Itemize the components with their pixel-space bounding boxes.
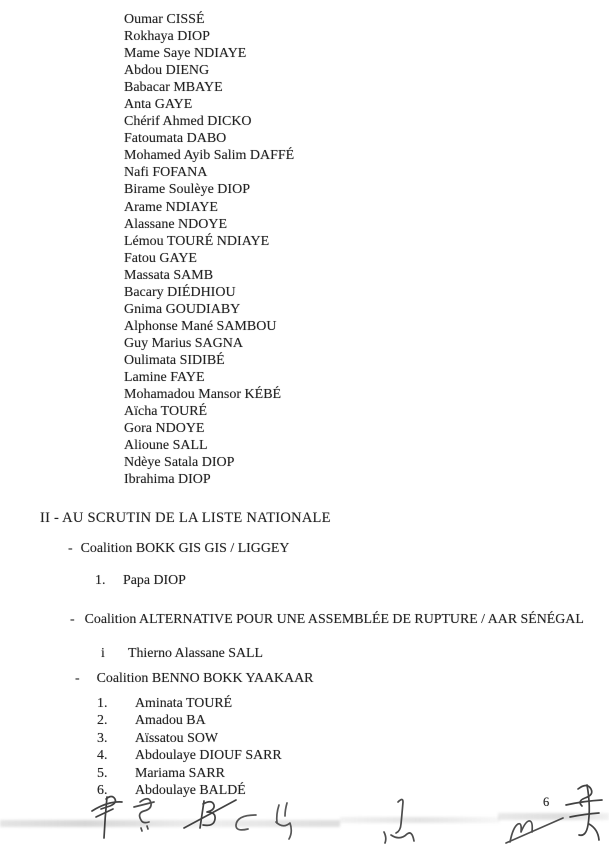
candidate-name: Guy Marius SAGNA bbox=[124, 335, 243, 351]
list-dash: - bbox=[68, 541, 73, 556]
member-row bbox=[95, 572, 289, 589]
candidate-name: Rokhaya DIOP bbox=[124, 29, 210, 45]
candidate-name: Nafi FOFANA bbox=[124, 165, 208, 181]
coalition-label: Coalition BOKK GIS GIS / LIGGEY bbox=[80, 541, 290, 556]
candidate-name: Birame Soulèye DIOP bbox=[124, 182, 250, 198]
member-name: Papa DIOP bbox=[123, 573, 186, 588]
member-row bbox=[101, 645, 584, 662]
coalition-members bbox=[68, 572, 289, 589]
candidate-name: Alphonse Mané SAMBOU bbox=[124, 318, 277, 334]
member-name: Aïssatou SOW bbox=[135, 730, 218, 746]
member-number: 4. bbox=[97, 748, 108, 764]
coalition-heading bbox=[70, 611, 584, 628]
candidate-name: Mame Saye NDIAYE bbox=[124, 46, 247, 62]
member-row bbox=[97, 730, 313, 747]
signature-mark bbox=[92, 797, 122, 839]
member-number: i bbox=[101, 646, 105, 661]
signature-mark bbox=[506, 818, 563, 843]
coalition-heading bbox=[68, 540, 289, 557]
coalition-members bbox=[70, 645, 584, 662]
candidate-name: Lémou TOURÉ NDIAYE bbox=[124, 233, 270, 249]
candidate-name: Anta GAYE bbox=[124, 97, 193, 113]
list-dash: - bbox=[75, 671, 80, 686]
candidate-name: Arame NDIAYE bbox=[124, 199, 218, 215]
candidate-name: Oulimata SIDIBÉ bbox=[124, 352, 225, 368]
signature-mark bbox=[184, 800, 236, 828]
page-number: 6 bbox=[543, 795, 550, 809]
coalition-aar-senegal bbox=[70, 611, 584, 662]
signature-mark bbox=[566, 785, 602, 840]
member-row bbox=[97, 695, 313, 712]
candidate-name: Ndèye Satala DIOP bbox=[124, 455, 235, 471]
candidate-name: Gnima GOUDIABY bbox=[124, 301, 241, 317]
candidate-name: Massata SAMB bbox=[124, 267, 214, 283]
member-name: Aminata TOURÉ bbox=[135, 696, 233, 711]
member-number: 1. bbox=[97, 696, 108, 711]
candidate-name: Aïcha TOURÉ bbox=[124, 404, 208, 420]
candidate-name: Mohamadou Mansor KÉBÉ bbox=[124, 387, 282, 403]
member-number: 5. bbox=[97, 765, 108, 781]
candidate-name: Babacar MBAYE bbox=[124, 80, 223, 96]
signature-mark bbox=[236, 815, 256, 830]
candidate-name: Alioune SALL bbox=[124, 438, 208, 454]
candidate-name: Fatou GAYE bbox=[124, 250, 197, 266]
member-number: 1. bbox=[95, 573, 106, 588]
candidate-name-list bbox=[124, 11, 294, 488]
coalition-heading bbox=[75, 670, 313, 687]
member-row bbox=[97, 747, 313, 764]
candidate-name: Lamine FAYE bbox=[124, 369, 205, 385]
coalition-label: Coalition BENNO BOKK YAAKAAR bbox=[96, 671, 314, 686]
member-name: Abdoulaye DIOUF SARR bbox=[135, 748, 282, 764]
coalition-bokk-gis-gis bbox=[68, 540, 289, 589]
member-row bbox=[97, 712, 313, 729]
member-name: Amadou BA bbox=[135, 713, 206, 729]
signature-mark bbox=[276, 803, 291, 839]
candidate-name: Gora NDOYE bbox=[124, 421, 205, 437]
section-title: II - AU SCRUTIN DE LA LISTE NATIONALE bbox=[40, 510, 331, 526]
signature-mark bbox=[384, 800, 414, 844]
candidate-name: Mohamed Ayib Salim DAFFÉ bbox=[124, 148, 295, 164]
candidate-name: Alassane NDOYE bbox=[124, 216, 228, 232]
member-name: Mariama SARR bbox=[135, 765, 225, 781]
list-dash: - bbox=[70, 612, 75, 627]
member-name: Thierno Alassane SALL bbox=[128, 646, 264, 661]
signature-mark bbox=[134, 799, 154, 831]
coalition-label: Coalition ALTERNATIVE POUR UNE ASSEMBLÉE DE RUPTURE / AAR SÉNÉGAL bbox=[84, 612, 584, 627]
member-number: 3. bbox=[97, 730, 108, 746]
member-number: 6. bbox=[97, 783, 108, 799]
member-number: 2. bbox=[97, 713, 108, 729]
candidate-name: Abdou DIENG bbox=[124, 63, 210, 79]
member-name: Abdoulaye BALDÉ bbox=[135, 783, 246, 799]
candidate-name: Ibrahima DIOP bbox=[124, 472, 211, 488]
candidate-name: Oumar CISSÉ bbox=[124, 12, 205, 27]
candidate-name: Chérif Ahmed DICKO bbox=[124, 114, 252, 130]
candidate-name: Fatoumata DABO bbox=[124, 131, 227, 147]
candidate-name: Bacary DIÉDHIOU bbox=[124, 284, 236, 300]
signatures-row bbox=[0, 780, 609, 845]
